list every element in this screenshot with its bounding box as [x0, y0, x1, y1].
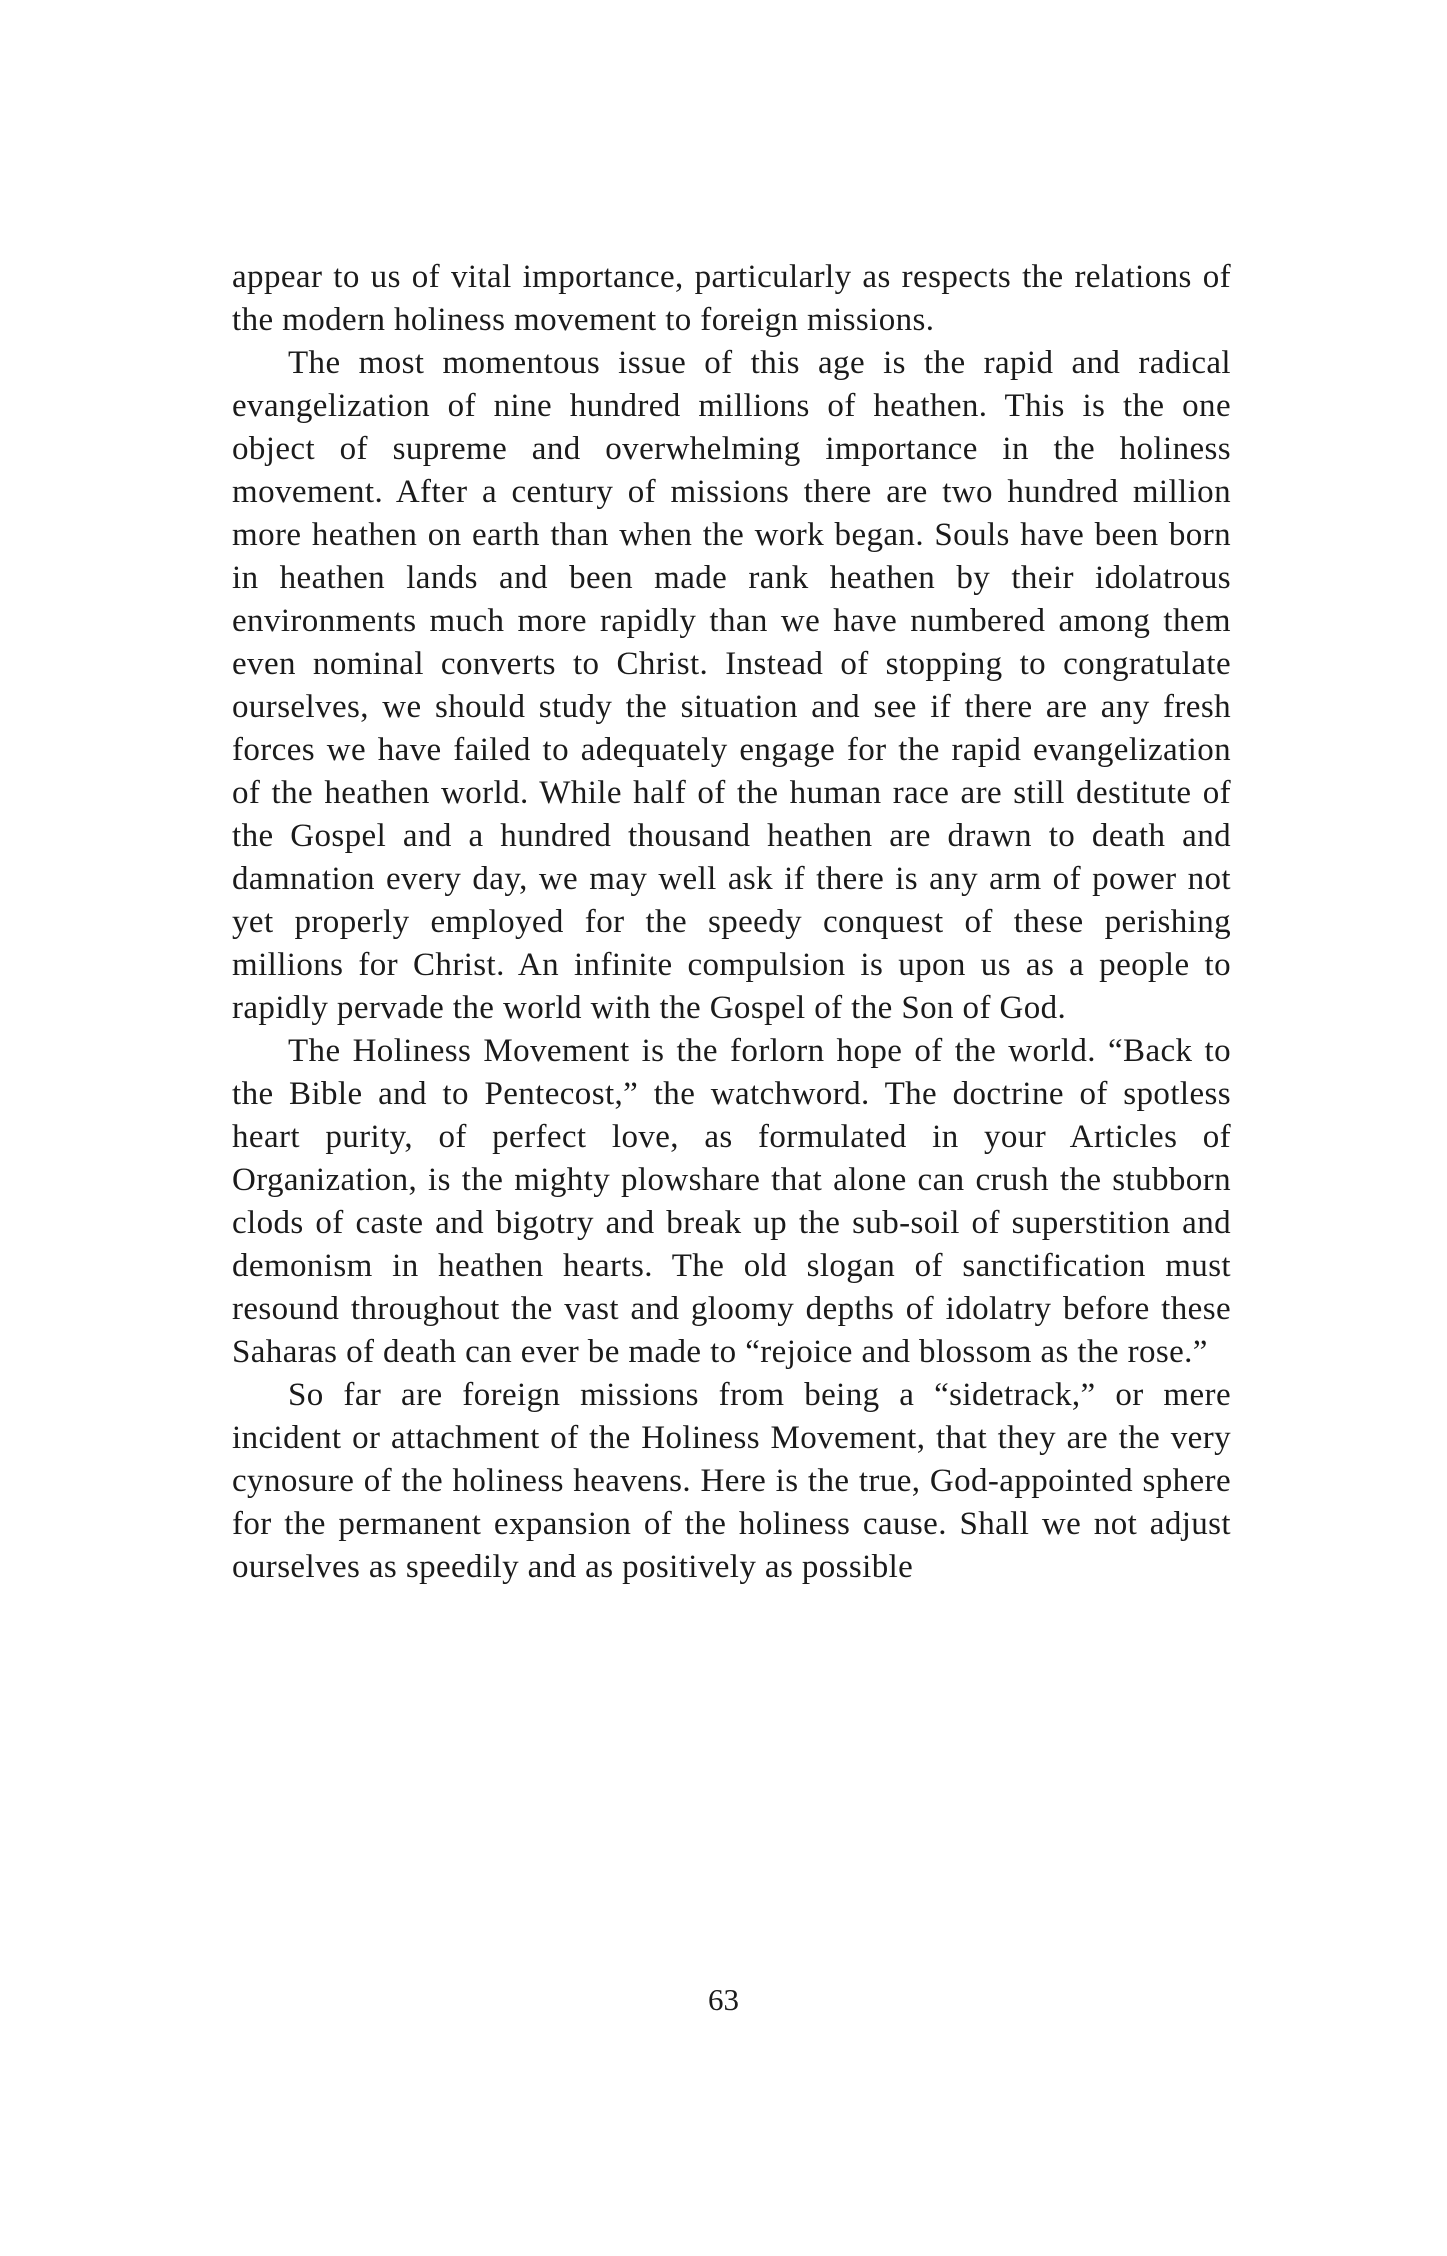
page-number: 63 — [708, 1982, 739, 2017]
paragraph-evangelization: The most momentous issue of this age is the rapid and radical evangelization of nine hundred millions of heathen. This is the one object of supreme and overwhelming importance in the holiness movement. After a century of missions there are two hundred million more heathen on earth than when the work began. Souls have been born in heathen lands and been made rank heathen by their idolatrous environments much more rapidly than we have numbered among them even nominal converts to Christ. Instead of stopping to congratulate ourselves, we should study the situation and see if there are any fresh forces we have failed to adequately engage for the rapid evangelization of the heathen world. While half of the human race are still destitute of the Gospel and a hundred thousand heathen are drawn to death and damnation every day, we may well ask if there is any arm of power not yet properly employed for the speedy conquest of these perishing millions for Christ. An infinite compulsion is upon us as a people to rapidly pervade the world with the Gospel of the Son of God. — [232, 345, 1231, 1026]
paragraph-holiness-movement: The Holiness Movement is the forlorn hope of the world. “Back to the Bible and to Pentecost,” the watchword. The doctrine of spotless heart purity, of perfect love, as formulated in your Articles of Organization, is the mighty plowshare that alone can crush the stubborn clods of caste and bigotry and break up the sub-soil of superstition and demonism in heathen hearts. The old slogan of sanctification must resound throughout the vast and gloomy depths of idolatry before these Saharas of death can ever be made to “rejoice and blossom as the rose.” — [232, 1033, 1231, 1370]
body-text — [232, 256, 1231, 1589]
paragraph-continuation: appear to us of vital importance, particularly as respects the relations of the modern holiness movement to foreign missions. — [232, 259, 1231, 338]
paragraph-foreign-missions: So far are foreign missions from being a “sidetrack,” or mere incident or attachment of the Holiness Movement, that they are the very cynosure of the holiness heavens. Here is the true, God-appointed sphere for the permanent expansion of the holiness cause. Shall we not adjust ourselves as speedily and as positively as possible — [232, 1377, 1231, 1585]
